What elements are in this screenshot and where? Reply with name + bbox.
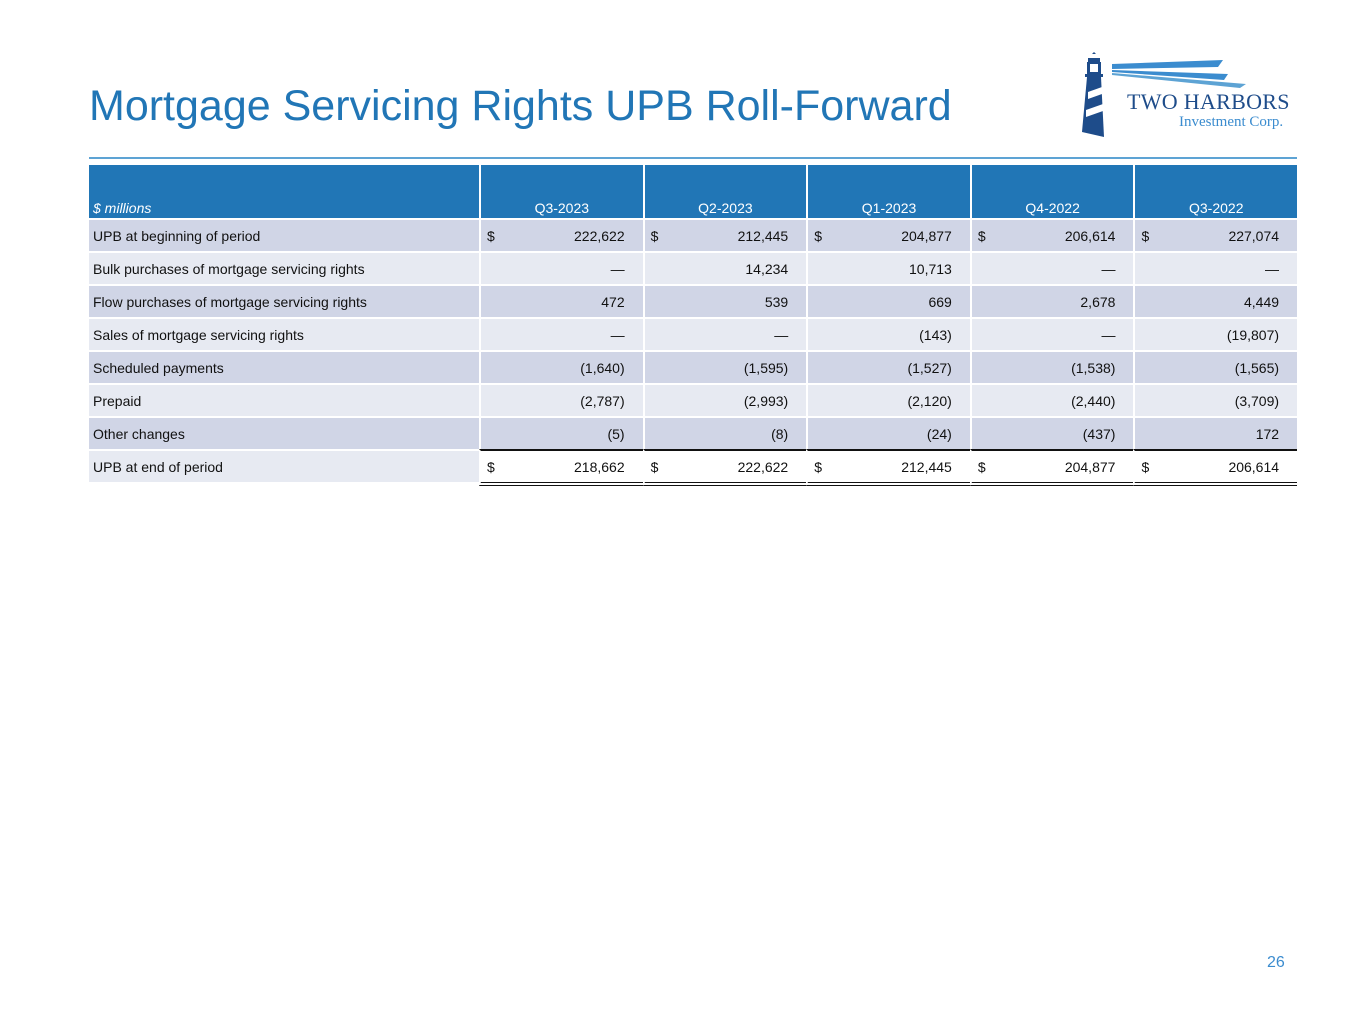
table-cell: (2,120) bbox=[806, 383, 970, 416]
table-cell: 206,614 bbox=[1153, 449, 1297, 486]
currency-symbol: $ bbox=[479, 449, 499, 486]
table-cell: 227,074 bbox=[1153, 218, 1297, 251]
row-label: UPB at end of period bbox=[89, 449, 479, 486]
upb-rollforward-table bbox=[89, 165, 1297, 486]
page-number: 26 bbox=[1267, 954, 1285, 971]
row-label: Prepaid bbox=[89, 383, 479, 416]
table-cell: 4,449 bbox=[1133, 284, 1297, 317]
table-row bbox=[89, 416, 1297, 449]
currency-symbol: $ bbox=[806, 218, 826, 251]
table-cell: — bbox=[1133, 251, 1297, 284]
table-cell: (3,709) bbox=[1133, 383, 1297, 416]
currency-symbol: $ bbox=[643, 218, 663, 251]
currency-symbol: $ bbox=[643, 449, 663, 486]
currency-symbol: $ bbox=[970, 449, 990, 486]
table-cell: 222,622 bbox=[663, 449, 807, 486]
table-row bbox=[89, 317, 1297, 350]
table-cell: (8) bbox=[643, 416, 807, 449]
table-cell: 172 bbox=[1133, 416, 1297, 449]
table-cell: (2,993) bbox=[643, 383, 807, 416]
table-cell: — bbox=[479, 251, 643, 284]
table-cell: (143) bbox=[806, 317, 970, 350]
table-cell: 10,713 bbox=[806, 251, 970, 284]
column-header: Q4-2022 bbox=[970, 165, 1134, 218]
title-divider bbox=[89, 157, 1297, 159]
table-row bbox=[89, 251, 1297, 284]
table-cell: — bbox=[970, 317, 1134, 350]
table-row bbox=[89, 284, 1297, 317]
currency-symbol: $ bbox=[1133, 449, 1153, 486]
table-cell: (19,807) bbox=[1133, 317, 1297, 350]
unit-label: $ millions bbox=[89, 165, 479, 218]
table-cell: 2,678 bbox=[970, 284, 1134, 317]
row-label: Sales of mortgage servicing rights bbox=[89, 317, 479, 350]
table-row bbox=[89, 218, 1297, 251]
currency-symbol: $ bbox=[479, 218, 499, 251]
table-cell: — bbox=[479, 317, 643, 350]
table-cell: 472 bbox=[479, 284, 643, 317]
table-row bbox=[89, 383, 1297, 416]
column-header: Q3-2022 bbox=[1133, 165, 1297, 218]
table-header-row bbox=[89, 165, 1297, 218]
table-cell: (5) bbox=[479, 416, 643, 449]
table-cell: 218,662 bbox=[499, 449, 643, 486]
table-cell: (1,565) bbox=[1133, 350, 1297, 383]
row-label: UPB at beginning of period bbox=[89, 218, 479, 251]
currency-symbol: $ bbox=[806, 449, 826, 486]
table-cell: 212,445 bbox=[663, 218, 807, 251]
row-label: Flow purchases of mortgage servicing rights bbox=[89, 284, 479, 317]
table-cell: (2,440) bbox=[970, 383, 1134, 416]
logo-subtitle: Investment Corp. bbox=[1179, 114, 1284, 130]
table-cell: 212,445 bbox=[826, 449, 970, 486]
page-title: Mortgage Servicing Rights UPB Roll-Forward bbox=[89, 82, 952, 130]
logo-name: TWO HARBORS bbox=[1127, 89, 1290, 114]
table-cell: (1,595) bbox=[643, 350, 807, 383]
table-cell: (2,787) bbox=[479, 383, 643, 416]
table-cell: (1,527) bbox=[806, 350, 970, 383]
table-cell: (1,640) bbox=[479, 350, 643, 383]
table-cell: 14,234 bbox=[643, 251, 807, 284]
table-cell: 222,622 bbox=[499, 218, 643, 251]
table-cell: (437) bbox=[970, 416, 1134, 449]
table-cell: — bbox=[970, 251, 1134, 284]
column-header: Q1-2023 bbox=[806, 165, 970, 218]
table-cell: 206,614 bbox=[990, 218, 1134, 251]
column-header: Q3-2023 bbox=[479, 165, 643, 218]
row-label: Other changes bbox=[89, 416, 479, 449]
table-cell: 539 bbox=[643, 284, 807, 317]
column-header: Q2-2023 bbox=[643, 165, 807, 218]
currency-symbol: $ bbox=[1133, 218, 1153, 251]
table-cell: (1,538) bbox=[970, 350, 1134, 383]
table-cell: (24) bbox=[806, 416, 970, 449]
table-total-row bbox=[89, 449, 1297, 486]
table-cell: — bbox=[643, 317, 807, 350]
table-row bbox=[89, 350, 1297, 383]
row-label: Bulk purchases of mortgage servicing rights bbox=[89, 251, 479, 284]
row-label: Scheduled payments bbox=[89, 350, 479, 383]
table-cell: 204,877 bbox=[826, 218, 970, 251]
table-cell: 669 bbox=[806, 284, 970, 317]
company-logo bbox=[1078, 52, 1308, 142]
table-cell: 204,877 bbox=[990, 449, 1134, 486]
currency-symbol: $ bbox=[970, 218, 990, 251]
